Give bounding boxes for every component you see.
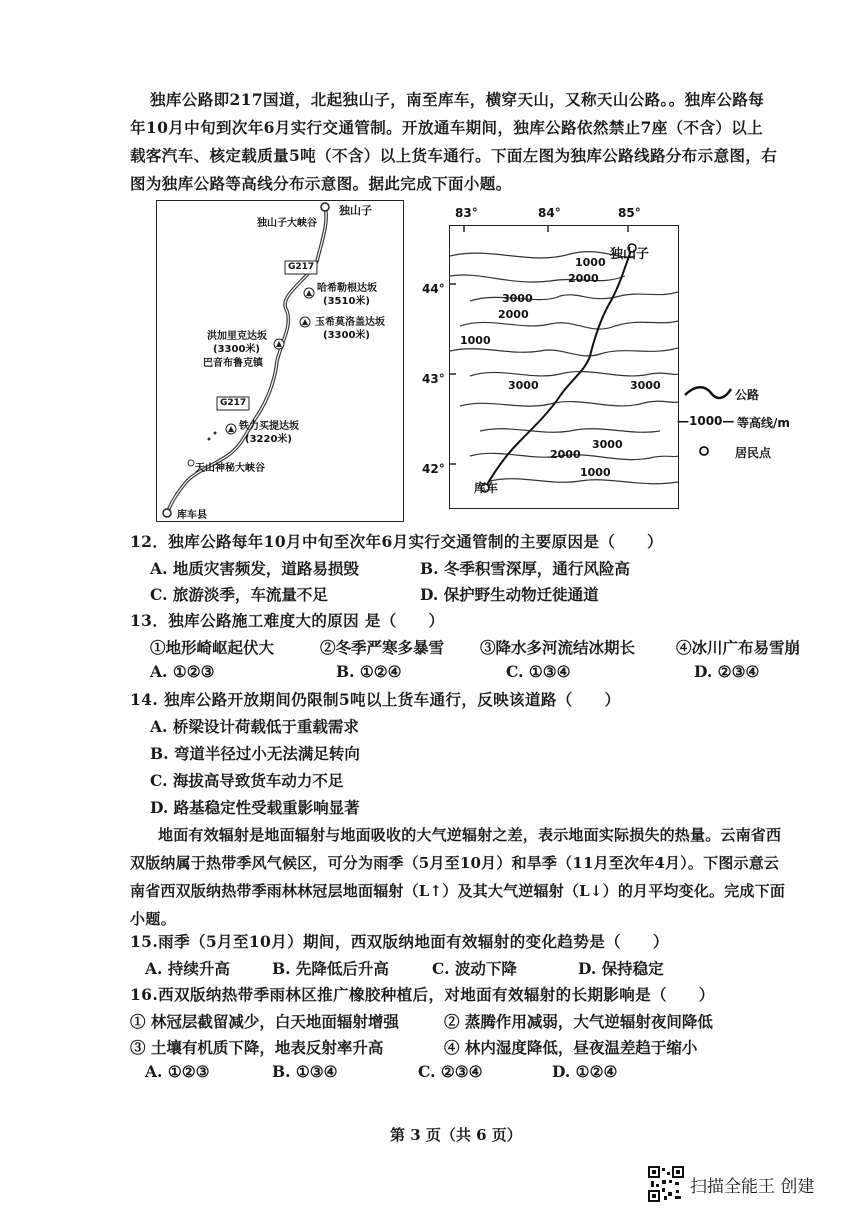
legend-contour-value: —1000— [677, 414, 735, 428]
legend-settlement-icon [697, 444, 711, 458]
q16-option-c: C. ②③④ [418, 1062, 483, 1081]
route-label-kuche-county: 库车县 [177, 510, 207, 521]
q15-option-a: A. 持续升高 [145, 959, 230, 978]
route-label-pass4-alt: (3220米) [245, 434, 292, 445]
q16-statement-1: ① 林冠层截留减少，白天地面辐射增强 [130, 1012, 399, 1031]
q15-stem: 15.雨季（5月至10月）期间，西双版纳地面有效辐射的变化趋势是（ ） [130, 932, 669, 951]
q14-option-a: A. 桥梁设计荷载低于重载需求 [150, 717, 359, 736]
route-label-pass3: 洪加里克达坂 [207, 331, 267, 342]
intro1-line1: 独库公路即217国道，北起独山子，南至库车，横穿天山，又称天山公路。。独库公路每 [150, 90, 765, 109]
lat-label-44: 44° [422, 282, 445, 296]
contour-label-1000-b: 1000 [460, 334, 491, 347]
q13-option-d: D. ②③④ [694, 662, 760, 681]
q12-option-d: D. 保护野生动物迁徙通道 [420, 585, 599, 604]
q13-option-b: B. ①②④ [336, 662, 402, 681]
route-label-pass4: 铁力买提达坂 [239, 421, 299, 432]
contour-label-kuche: 库车 [474, 481, 499, 495]
route-label-pass3-alt: (3300米) [213, 344, 260, 355]
kuche-marker [163, 509, 171, 517]
q16-stem: 16.西双版纳热带季雨林区推广橡胶种植后，对地面有效辐射的长期影响是（ ） [130, 985, 715, 1004]
q13-statement-2: ②冬季严寒多暴雪 [320, 638, 445, 657]
q14-option-c: C. 海拔高导致货车动力不足 [150, 771, 344, 790]
route-label-pass2-alt: (3300米) [323, 330, 370, 341]
lat-label-43: 43° [422, 372, 445, 386]
q15-option-c: C. 波动下降 [432, 959, 517, 978]
q15-option-d: D. 保持稳定 [578, 959, 664, 978]
legend-contour-label: 等高线/m [737, 416, 790, 430]
q12-stem: 12．独库公路每年10月中旬至次年6月实行交通管制的主要原因是（ ） [130, 532, 663, 551]
intro1-line4: 图为独库公路等高线分布示意图。据此完成下面小题。 [130, 174, 512, 193]
page-number: 第 3 页（共 6 页） [390, 1126, 522, 1144]
q15-option-b: B. 先降低后升高 [272, 959, 389, 978]
lon-label-85: 85° [618, 206, 641, 220]
q13-stem: 13．独库公路施工难度大的原因 是（ ） [130, 611, 445, 630]
q12-option-c: C. 旅游淡季，车流量不足 [150, 585, 328, 604]
route-label-g217-1: G217 [288, 262, 315, 272]
pass-marker-4 [226, 424, 236, 434]
intro2-line1: 地面有效辐射是地面辐射与地面吸收的大气逆辐射之差，表示地面实际损失的热量。云南省西 [158, 826, 782, 844]
pass-marker-3 [274, 339, 284, 349]
contour-label-2000-a: 2000 [568, 272, 599, 285]
route-label-town: 巴音布鲁克镇 [203, 358, 263, 369]
q13-statement-3: ③降水多河流结冰期长 [480, 638, 636, 657]
q12-option-b: B. 冬季积雪深厚，通行风险高 [420, 559, 630, 578]
legend-settlement-label: 居民点 [735, 446, 772, 460]
route-map [156, 200, 404, 522]
q14-option-d: D. 路基稳定性受载重影响显著 [150, 798, 360, 817]
contour-label-1000-a: 1000 [575, 256, 606, 269]
qr-code-icon [648, 1166, 684, 1202]
route-label-pass1: 哈希勒根达坂 [317, 283, 377, 294]
legend-road-icon [683, 383, 733, 403]
route-map-graphic [157, 201, 403, 521]
intro2-line2: 双版纳属于热带季风气候区，可分为雨季（5月至10月）和旱季（11月至次年4月）。下图示意云 [130, 854, 780, 872]
contour-label-2000-c: 2000 [550, 448, 581, 461]
contour-map-graphic [450, 226, 678, 508]
q13-statement-1: ①地形崎岖起伏大 [150, 638, 275, 657]
dushanzi-marker [321, 203, 329, 211]
legend-road-label: 公路 [735, 388, 760, 402]
pass-marker-2 [300, 317, 310, 327]
q16-option-d: D. ①②④ [552, 1062, 618, 1081]
q14-option-b: B. 弯道半径过小无法满足转向 [150, 744, 360, 763]
q14-stem: 14. 独库公路开放期间仍限制5吨以上货车通行，反映该道路（ ） [130, 690, 621, 709]
lon-label-83: 83° [455, 206, 478, 220]
contour-label-3000-c: 3000 [630, 379, 661, 392]
intro2-line3: 南省西双版纳热带季雨林林冠层地面辐射（L↑）及其大气逆辐射（L↓）的月平均变化。完成下面 [130, 882, 786, 900]
contour-label-3000-d: 3000 [592, 438, 623, 451]
q16-statement-4: ④ 林内湿度降低，昼夜温差趋于缩小 [444, 1038, 698, 1057]
intro1-line2: 年10月中旬到次年6月实行交通管制。开放通车期间，独库公路依然禁止7座（不含）以上 [130, 118, 764, 137]
q16-statement-2: ② 蒸腾作用减弱，大气逆辐射夜间降低 [444, 1012, 713, 1031]
route-label-g217-2: G217 [220, 398, 247, 408]
intro1-line3: 载客汽车、核定载质量5吨（不含）以上货车通行。下面左图为独库公路线路分布示意图，右 [130, 146, 778, 165]
contour-label-3000-a: 3000 [502, 292, 533, 305]
q16-option-b: B. ①③④ [272, 1062, 338, 1081]
q12-option-a: A. 地质灾害频发，道路易损毁 [150, 559, 359, 578]
contour-label-3000-b: 3000 [508, 379, 539, 392]
pass-marker-1 [304, 288, 314, 298]
route-label-dushanzi-canyon: 独山子大峡谷 [257, 218, 317, 229]
q13-option-a: A. ①②③ [150, 662, 215, 681]
route-label-pass1-alt: (3510米) [323, 296, 370, 307]
intro2-line4: 小题。 [130, 910, 177, 928]
contour-map [449, 225, 679, 509]
lat-label-42: 42° [422, 462, 445, 476]
contour-label-1000-c: 1000 [580, 466, 611, 479]
route-label-dushanzi: 独山子 [339, 204, 372, 217]
contour-map-area [415, 200, 815, 520]
lon-label-84: 84° [538, 206, 561, 220]
route-label-pass2: 玉希莫洛盖达坂 [315, 317, 385, 328]
contour-label-2000-b: 2000 [498, 308, 529, 321]
q13-option-c: C. ①③④ [506, 662, 571, 681]
scanner-brand-text: 扫描全能王 创建 [690, 1177, 815, 1197]
q16-statement-3: ③ 土壤有机质下降，地表反射率升高 [130, 1038, 384, 1057]
route-label-canyon2: 天山神秘大峡谷 [195, 463, 265, 474]
q16-option-a: A. ①②③ [145, 1062, 210, 1081]
contour-label-dushanzi: 独山子 [610, 247, 650, 262]
q13-statement-4: ④冰川广布易雪崩 [676, 638, 801, 657]
